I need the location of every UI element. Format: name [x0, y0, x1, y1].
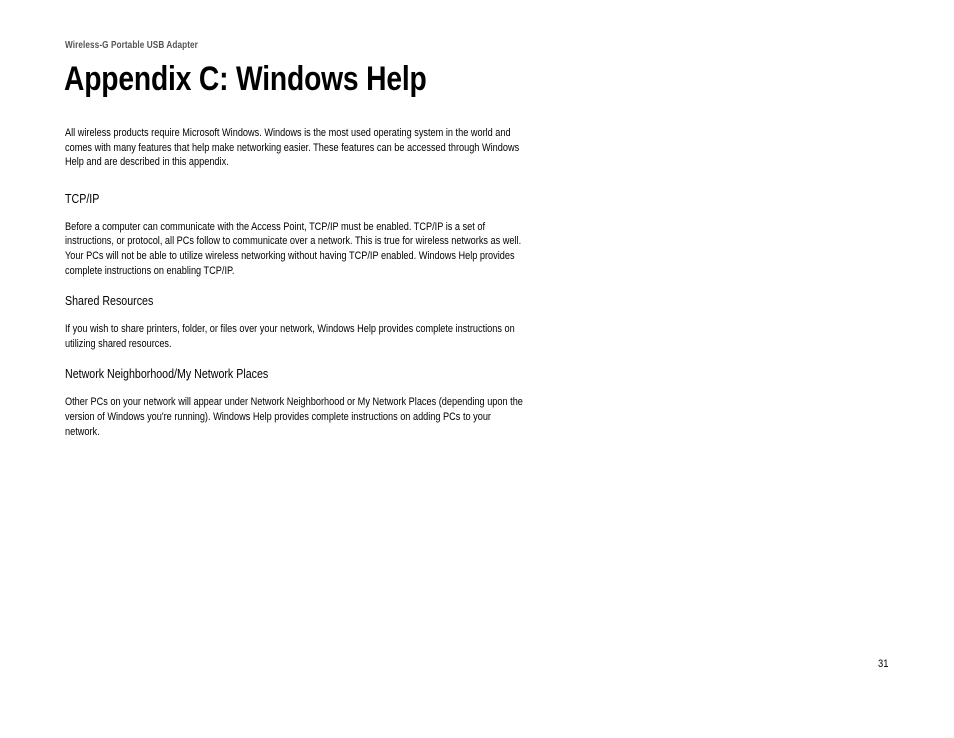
- intro-paragraph: [65, 126, 590, 170]
- intro-line: comes with many features that help make networking easier. These features can be accessed through Windows: [65, 141, 520, 154]
- paragraph-line: network.: [65, 425, 100, 438]
- paragraph-line: version of Windows you're running). Windows Help provides complete instructions on adding PCs to your: [65, 410, 491, 423]
- page-title: Appendix C: Windows Help: [64, 60, 427, 98]
- paragraph-line: utilizing shared resources.: [65, 337, 172, 350]
- page-content: [65, 126, 590, 439]
- running-header: Wireless-G Portable USB Adapter: [65, 40, 198, 51]
- paragraph-line: instructions, or protocol, all PCs follow to communicate over a network. This is true for wireless networks as well.: [65, 235, 522, 248]
- intro-line: Help and are described in this appendix.: [65, 156, 229, 169]
- paragraph-line: complete instructions on enabling TCP/IP.: [65, 264, 235, 277]
- page-number: 31: [878, 658, 889, 670]
- paragraph-line: Before a computer can communicate with the Access Point, TCP/IP must be enabled. TCP/IP is a set of: [65, 220, 485, 233]
- section-heading-shared-resources: Shared Resources: [65, 293, 154, 309]
- paragraph-line: Other PCs on your network will appear under Network Neighborhood or My Network Places (depending upon the: [65, 396, 523, 409]
- paragraph-line: If you wish to share printers, folder, or files over your network, Windows Help provides complete instructions on: [65, 323, 515, 336]
- section-heading-tcpip: TCP/IP: [65, 190, 100, 206]
- paragraph-line: Your PCs will not be able to utilize wireless networking without having TCP/IP enabled. Windows Help provides: [65, 249, 515, 262]
- section-paragraph-tcpip: [65, 220, 590, 278]
- intro-line: All wireless products require Microsoft Windows. Windows is the most used operating system in the world and: [65, 127, 511, 139]
- section-paragraph-network-neighborhood: [65, 395, 590, 439]
- section-heading-network-neighborhood: Network Neighborhood/My Network Places: [65, 366, 269, 382]
- section-paragraph-shared-resources: [65, 322, 590, 351]
